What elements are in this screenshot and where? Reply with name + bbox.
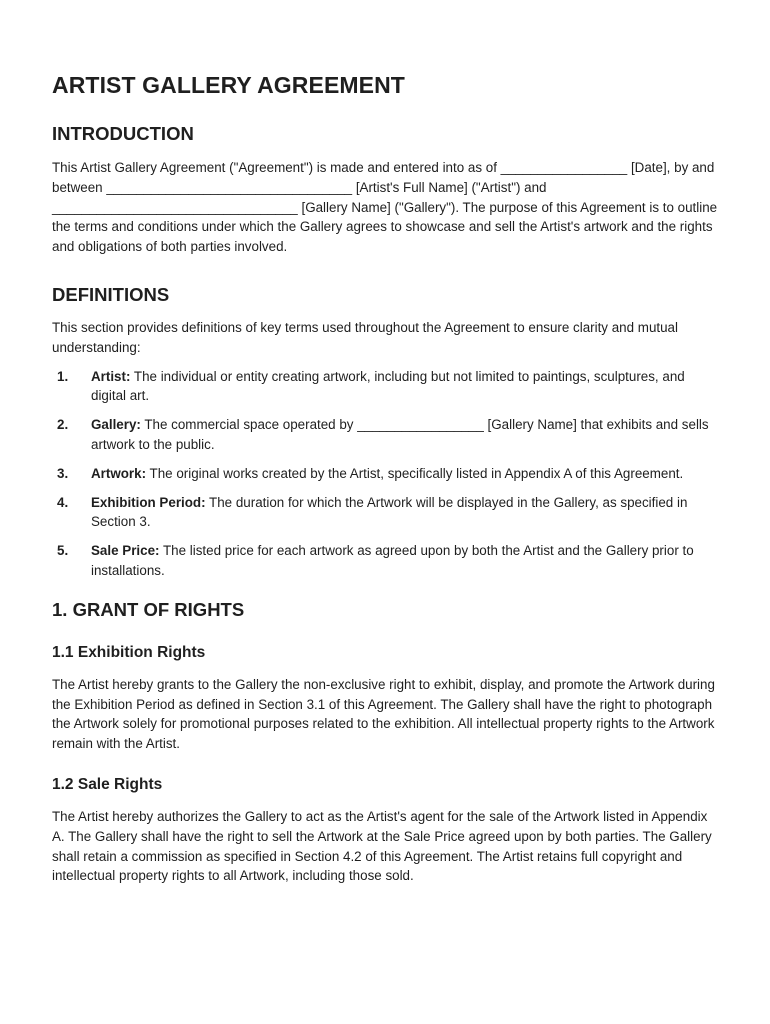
definition-text: The listed price for each artwork as agreed upon by both the Artist and the Gallery prior to installations. (91, 543, 694, 578)
definition-term: Exhibition Period: (91, 494, 206, 510)
definition-item-artist (52, 367, 722, 407)
sale-rights-paragraph: The Artist hereby authorizes the Gallery to act as the Artist's agent for the sale of the Artwork listed in Appendix A. The Gallery shall have the right to sell the Artwork at the Sale Price agreed upon by both parties. The Gallery shall retain a commission as specified in Section 4.2 of this Agreement. The Artist retains full copyright and intellectual property rights to all Artwork, including those sold. (52, 808, 712, 884)
definition-number: 2. (57, 417, 69, 433)
introduction-paragraph: This Artist Gallery Agreement ("Agreement") is made and entered into as of _________________ [Date], by and between _________________________________ [Artist's Full Name] ("Artist") and _________________________________ [Gallery Name] ("Gallery"). The purpose of this Agreement is to outline the terms and conditions under which the Gallery agrees to showcase and sell the Artist's artwork and the rights and obligations of both parties involved. (52, 160, 718, 255)
definitions-heading: DEFINITIONS (52, 283, 170, 305)
definition-item-exhibition-period (52, 493, 722, 533)
document-page (52, 70, 722, 886)
definition-number: 5. (57, 543, 69, 559)
definition-number: 3. (57, 465, 69, 481)
exhibition-rights-heading: 1.1 Exhibition Rights (52, 643, 206, 661)
exhibition-rights-paragraph: The Artist hereby grants to the Gallery the non-exclusive right to exhibit, display, and promote the Artwork during the Exhibition Period as defined in Section 3.1 of this Agreement. The Gallery shall have the right to photograph the Artwork solely for promotional purposes related to the exhibition. All intellectual property rights to the Artwork remain with the Artist. (52, 676, 715, 752)
sale-rights-heading: 1.2 Sale Rights (52, 775, 163, 793)
definition-term: Artist: (91, 368, 131, 384)
definition-item-gallery (52, 415, 722, 455)
introduction-heading: INTRODUCTION (52, 123, 194, 144)
definitions-paragraph: This section provides definitions of key terms used throughout the Agreement to ensure clarity and mutual understanding: (52, 319, 678, 355)
definition-number: 1. (57, 368, 69, 384)
definition-text: The commercial space operated by _________________ [Gallery Name] that exhibits and sells artwork to the public. (91, 417, 709, 452)
definition-term: Sale Price: (91, 543, 160, 559)
definition-item-artwork (52, 464, 722, 484)
definition-number: 4. (57, 494, 69, 510)
definition-text: The original works created by the Artist, specifically listed in Appendix A of this Agreement. (146, 465, 684, 481)
definition-term: Gallery: (91, 417, 141, 433)
document-title: ARTIST GALLERY AGREEMENT (52, 72, 405, 98)
definitions-list (52, 367, 722, 581)
definition-term: Artwork: (91, 465, 147, 481)
grant-of-rights-heading: 1. GRANT OF RIGHTS (52, 598, 245, 620)
definition-text: The individual or entity creating artwork, including but not limited to paintings, sculptures, and digital art. (91, 368, 685, 404)
definition-item-sale-price (52, 541, 722, 581)
definition-text: The duration for which the Artwork will be displayed in the Gallery, as specified in Section 3. (91, 494, 688, 530)
